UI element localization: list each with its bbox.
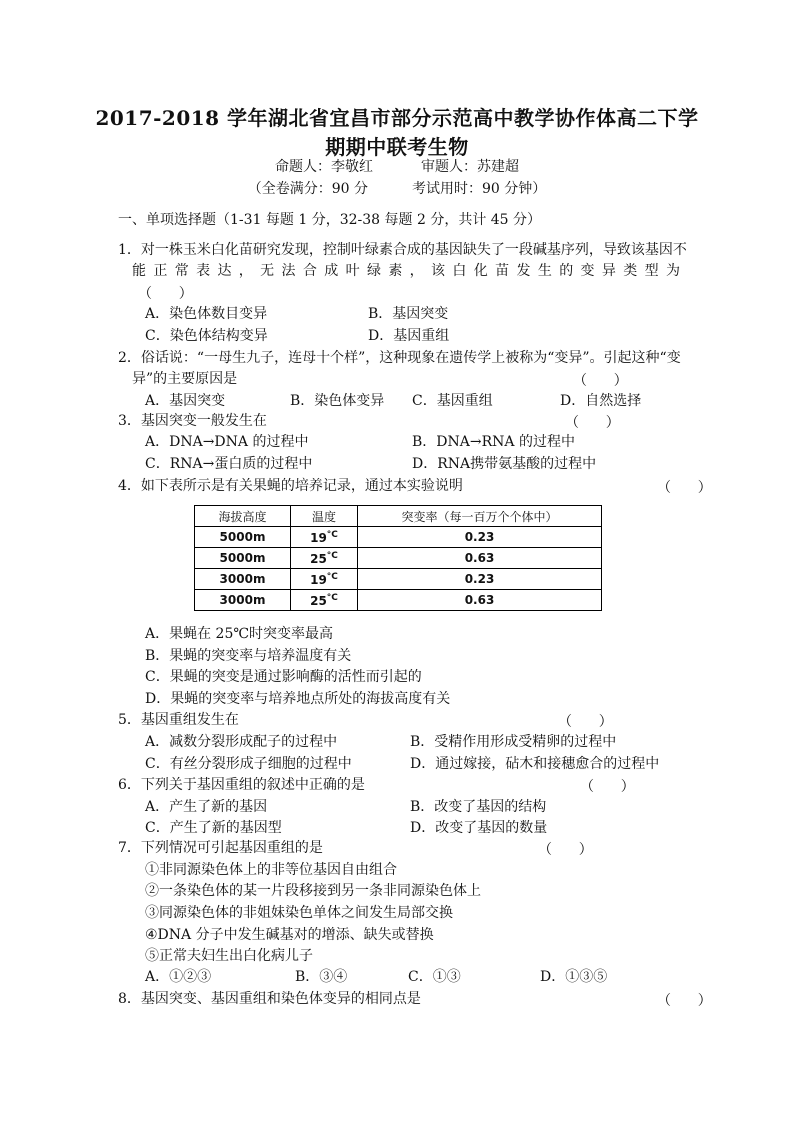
table-row xyxy=(195,569,602,590)
cell-rate: 0.23 xyxy=(358,569,602,590)
table-row xyxy=(195,527,602,548)
table-row xyxy=(195,548,602,569)
cell-altitude: 5000m xyxy=(195,527,291,548)
author: 命题人：李敬红 xyxy=(275,159,373,175)
q6-option-c: C．产生了新的基因型 xyxy=(145,820,282,836)
cell-altitude: 3000m xyxy=(195,569,291,590)
cell-temperature: $19^{^\circ C}$ xyxy=(291,569,358,590)
score-time-line xyxy=(0,178,794,198)
q4-answer-paren: （ ） xyxy=(657,480,712,496)
q2-answer-paren: （ ） xyxy=(573,373,628,389)
q6-option-d: D．改变了基因的数量 xyxy=(410,820,548,836)
q2-option-c: C．基因重组 xyxy=(412,393,493,409)
q7-item-2: ②一条染色体的某一片段移接到另一条非同源染色体上 xyxy=(145,883,481,899)
cell-temperature: $25^{^\circ C}$ xyxy=(291,590,358,611)
q3-option-b: B．DNA→RNA 的过程中 xyxy=(412,434,575,450)
q1-option-c: C．染色体结构变异 xyxy=(145,328,268,344)
q5-option-c: C．有丝分裂形成子细胞的过程中 xyxy=(145,756,352,772)
q2-option-b: B．染色体变异 xyxy=(290,393,385,409)
cell-rate: 0.63 xyxy=(358,590,602,611)
q1-answer-paren: （ ） xyxy=(138,286,193,302)
q7-item-5: ⑤正常夫妇生出白化病儿子 xyxy=(145,948,313,964)
q5-stem: 5．基因重组发生在 xyxy=(118,712,239,728)
mutation-rate-table xyxy=(194,505,602,611)
q3-option-a: A．DNA→DNA 的过程中 xyxy=(145,434,309,450)
q1-option-b: B．基因突变 xyxy=(368,306,449,322)
q7-answer-paren: （ ） xyxy=(538,842,593,858)
q6-stem: 6．下列关于基因重组的叙述中正确的是 xyxy=(118,777,365,793)
q1-option-a: A．染色体数目变异 xyxy=(145,306,268,322)
q7-item-4: ④DNA 分子中发生碱基对的增添、缺失或替换 xyxy=(145,927,434,943)
q5-option-d: D．通过嫁接，砧木和接穗愈合的过程中 xyxy=(410,756,660,772)
q5-option-b: B．受精作用形成受精卵的过程中 xyxy=(410,734,617,750)
q4-option-a: A．果蝇在 25℃时突变率最高 xyxy=(145,626,334,642)
q4-option-c: C．果蝇的突变是通过影响酶的活性而引起的 xyxy=(145,669,422,685)
header-temperature: 温度 xyxy=(291,506,358,527)
q3-option-d: D．RNA携带氨基酸的过程中 xyxy=(412,456,597,472)
q5-option-a: A．减数分裂形成配子的过程中 xyxy=(145,734,338,750)
table-row xyxy=(195,590,602,611)
q3-answer-paren: （ ） xyxy=(565,415,620,431)
q1-stem-line2: 能正常表达，无法合成叶绿素，该白化苗发生的变异类型为 xyxy=(132,263,680,279)
authors-line xyxy=(0,156,794,176)
q1-stem-line1: 1．对一株玉米白化苗研究发现，控制叶绿素合成的基因缺失了一段碱基序列，导致该基因不 xyxy=(118,242,687,258)
exam-title-line1: 2017-2018 学年湖北省宜昌市部分示范高中教学协作体高二下学 xyxy=(95,106,699,130)
q6-option-a: A．产生了新的基因 xyxy=(145,799,268,815)
header-mutation-rate: 突变率（每一百万个个体中） xyxy=(358,506,602,527)
cell-rate: 0.23 xyxy=(358,527,602,548)
q4-option-b: B．果蝇的突变率与培养温度有关 xyxy=(145,648,352,664)
q7-item-3: ③同源染色体的非姐妹染色单体之间发生局部交换 xyxy=(145,905,453,921)
full-score: （全卷满分：90 分 xyxy=(247,181,368,197)
q7-item-1: ①非同源染色体上的非等位基因自由组合 xyxy=(145,862,397,878)
q3-option-c: C．RNA→蛋白质的过程中 xyxy=(145,456,313,472)
q1-option-d: D．基因重组 xyxy=(368,328,450,344)
cell-altitude: 3000m xyxy=(195,590,291,611)
table-header-row xyxy=(195,506,602,527)
q2-option-a: A．基因突变 xyxy=(145,393,226,409)
q4-stem: 4．如下表所示是有关果蝇的培养记录，通过本实验说明 xyxy=(118,478,463,494)
q8-stem: 8．基因突变、基因重组和染色体变异的相同点是 xyxy=(118,991,421,1007)
q4-option-d: D．果蝇的突变率与培养地点所处的海拔高度有关 xyxy=(145,691,451,707)
q7-option-d: D．①③⑤ xyxy=(540,969,608,985)
exam-title-line2: 期期中联考生物 xyxy=(325,135,469,159)
cell-rate: 0.63 xyxy=(358,548,602,569)
q5-answer-paren: （ ） xyxy=(558,714,613,730)
q6-option-b: B．改变了基因的结构 xyxy=(410,799,547,815)
header-altitude: 海拔高度 xyxy=(195,506,291,527)
q3-stem: 3．基因突变一般发生在 xyxy=(118,413,267,429)
q8-answer-paren: （ ） xyxy=(657,993,712,1009)
q7-option-b: B．③④ xyxy=(295,969,348,985)
q7-stem: 7．下列情况可引起基因重组的是 xyxy=(118,840,323,856)
q2-option-d: D．自然选择 xyxy=(560,393,642,409)
q2-stem-line1: 2．俗话说：“一母生九子，连母十个样”，这种现象在遗传学上被称为“变异”。引起这种“变 xyxy=(118,350,681,366)
cell-temperature: $19^{^\circ C}$ xyxy=(291,527,358,548)
q7-option-a: A．①②③ xyxy=(145,969,212,985)
q6-answer-paren: （ ） xyxy=(580,779,635,795)
cell-temperature: $25^{^\circ C}$ xyxy=(291,548,358,569)
exam-time: 考试用时：90 分钟） xyxy=(412,181,547,197)
section-heading: 一、单项选择题（1-31 每题 1 分，32-38 每题 2 分，共计 45 分） xyxy=(118,212,542,228)
q2-stem-line2: 异”的主要原因是 xyxy=(132,371,238,387)
q7-option-c: C．①③ xyxy=(408,969,461,985)
cell-altitude: 5000m xyxy=(195,548,291,569)
reviewer: 审题人：苏建超 xyxy=(421,159,519,175)
